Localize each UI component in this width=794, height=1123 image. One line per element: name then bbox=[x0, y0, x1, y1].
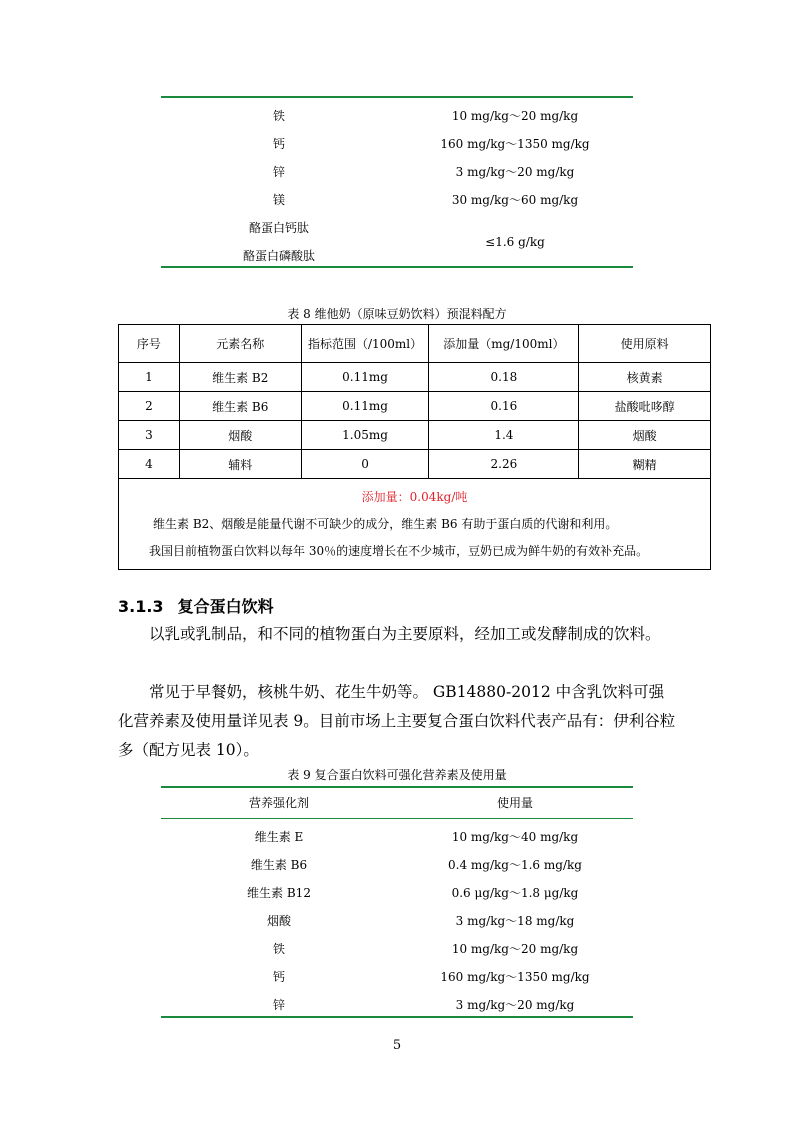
paragraph: 以乳或乳制品，和不同的植物蛋白为主要原料，经加工或发酵制成的饮料。 bbox=[149, 625, 661, 643]
nutrient-name: 铁 bbox=[272, 109, 285, 123]
addition-amount-note: 添加量：0.04kg/吨 bbox=[361, 490, 468, 504]
note-line: 我国目前植物蛋白饮料以每年 30％的速度增长在不少城市，豆奶已成为鲜牛奶的有效补充品。 bbox=[149, 544, 649, 558]
column-header: 使用原料 bbox=[579, 325, 711, 363]
nutrient-name: 维生素 B12 bbox=[247, 886, 311, 900]
table-header-rule bbox=[161, 818, 633, 819]
nutrient-name: 锌 bbox=[272, 165, 285, 179]
nutrient-name: 酪蛋白磷酸肽 bbox=[242, 249, 315, 263]
nutrient-amount: 10 mg/kg～40 mg/kg bbox=[451, 830, 579, 844]
nutrient-amount: 3 mg/kg～20 mg/kg bbox=[455, 998, 575, 1012]
column-header: 营养强化剂 bbox=[248, 796, 309, 810]
column-header: 添加量（mg/100ml） bbox=[429, 325, 579, 363]
nutrient-name: 铁 bbox=[272, 942, 285, 956]
table-cell: 辅料 bbox=[179, 450, 301, 479]
table-cell: 0.11mg bbox=[301, 392, 429, 421]
nutrient-amount: 0.4 mg/kg～1.6 mg/kg bbox=[448, 858, 582, 872]
table-cell: 3 bbox=[119, 421, 180, 450]
nutrient-name: 烟酸 bbox=[266, 914, 291, 928]
table-cell: 0.11mg bbox=[301, 363, 429, 392]
table-cell: 4 bbox=[119, 450, 180, 479]
table-top-rule bbox=[161, 786, 633, 788]
table-cell: 1.05mg bbox=[301, 421, 429, 450]
table-row bbox=[161, 935, 633, 963]
column-header: 使用量 bbox=[496, 796, 533, 810]
table-row bbox=[119, 450, 711, 479]
table-bottom-rule bbox=[161, 1016, 633, 1018]
table-row bbox=[161, 214, 633, 270]
section-number: 3.1.3 bbox=[118, 597, 164, 616]
nutrient-amount: 0.6 μg/kg～1.8 μg/kg bbox=[451, 886, 579, 900]
table-row bbox=[119, 421, 711, 450]
table-cell: 2.26 bbox=[429, 450, 579, 479]
table-cell: 维生素 B2 bbox=[179, 363, 301, 392]
column-header: 序号 bbox=[119, 325, 180, 363]
section-title: 复合蛋白饮料 bbox=[177, 597, 274, 616]
table-row bbox=[161, 823, 633, 851]
nutrient-name: 钙 bbox=[272, 970, 285, 984]
nutrient-name: 酪蛋白钙肽 bbox=[248, 221, 309, 235]
table-cell: 0.16 bbox=[429, 392, 579, 421]
table-cell: 烟酸 bbox=[579, 421, 711, 450]
table-row bbox=[161, 879, 633, 907]
table-cell: 1.4 bbox=[429, 421, 579, 450]
table-top-rule bbox=[161, 96, 633, 98]
page-number: 5 bbox=[392, 1038, 402, 1053]
table-row bbox=[161, 158, 633, 186]
nutrient-name-group bbox=[161, 214, 397, 270]
nutrient-name: 镁 bbox=[272, 193, 285, 207]
nutrient-name: 维生素 B6 bbox=[250, 858, 308, 872]
nutrient-name: 锌 bbox=[272, 998, 285, 1012]
table-cell: 2 bbox=[119, 392, 180, 421]
table-cell: 糊精 bbox=[579, 450, 711, 479]
table-cell: 核黄素 bbox=[579, 363, 711, 392]
table-row bbox=[161, 907, 633, 935]
paragraph: 常见于早餐奶，核桃牛奶、花生牛奶等。 GB14880-2012 中含乳饮料可强化营养素及使用量详见表 9。目前市场上主要复合蛋白饮料代表产品有：伊利谷粒多（配方见表 10）。 bbox=[118, 683, 676, 759]
nutrient-amount: 160 mg/kg～1350 mg/kg bbox=[440, 137, 590, 151]
nutrient-amount: 3 mg/kg～20 mg/kg bbox=[455, 165, 575, 179]
table9-header-row bbox=[161, 789, 633, 817]
table8-note-row bbox=[119, 479, 711, 570]
nutrient-name: 钙 bbox=[272, 137, 285, 151]
table-row bbox=[161, 963, 633, 991]
column-header: 指标范围（/100ml） bbox=[301, 325, 429, 363]
table-cell: 1 bbox=[119, 363, 180, 392]
nutrient-amount: 10 mg/kg～20 mg/kg bbox=[451, 109, 579, 123]
table-cell: 0 bbox=[301, 450, 429, 479]
table-cell: 0.18 bbox=[429, 363, 579, 392]
table8-note bbox=[119, 479, 711, 570]
table-row bbox=[161, 186, 633, 214]
table-row bbox=[119, 363, 711, 392]
table-cell: 盐酸吡哆醇 bbox=[579, 392, 711, 421]
note-line: 维生素 B2、烟酸是能量代谢不可缺少的成分，维生素 B6 有助于蛋白质的代谢和利用。 bbox=[153, 517, 618, 531]
table-row bbox=[161, 851, 633, 879]
table8-caption: 表 8 维他奶（原味豆奶饮料）预混料配方 bbox=[287, 307, 507, 321]
table-row bbox=[161, 130, 633, 158]
nutrient-amount: 3 mg/kg～18 mg/kg bbox=[455, 914, 575, 928]
nutrient-amount: 10 mg/kg～20 mg/kg bbox=[451, 942, 579, 956]
table-row bbox=[161, 102, 633, 130]
table8-header-row bbox=[119, 325, 711, 363]
section-heading bbox=[118, 594, 274, 617]
nutrient-amount: ≤1.6 g/kg bbox=[485, 235, 545, 249]
table-bottom-rule bbox=[161, 266, 633, 268]
table-row bbox=[119, 392, 711, 421]
table8 bbox=[118, 324, 711, 570]
table9-caption: 表 9 复合蛋白饮料可强化营养素及使用量 bbox=[287, 768, 507, 782]
table-cell: 维生素 B6 bbox=[179, 392, 301, 421]
nutrient-name: 维生素 E bbox=[254, 830, 304, 844]
nutrient-amount: 160 mg/kg～1350 mg/kg bbox=[440, 970, 590, 984]
column-header: 元素名称 bbox=[179, 325, 301, 363]
nutrient-amount: 30 mg/kg～60 mg/kg bbox=[451, 193, 579, 207]
table-row bbox=[161, 991, 633, 1019]
table-cell: 烟酸 bbox=[179, 421, 301, 450]
